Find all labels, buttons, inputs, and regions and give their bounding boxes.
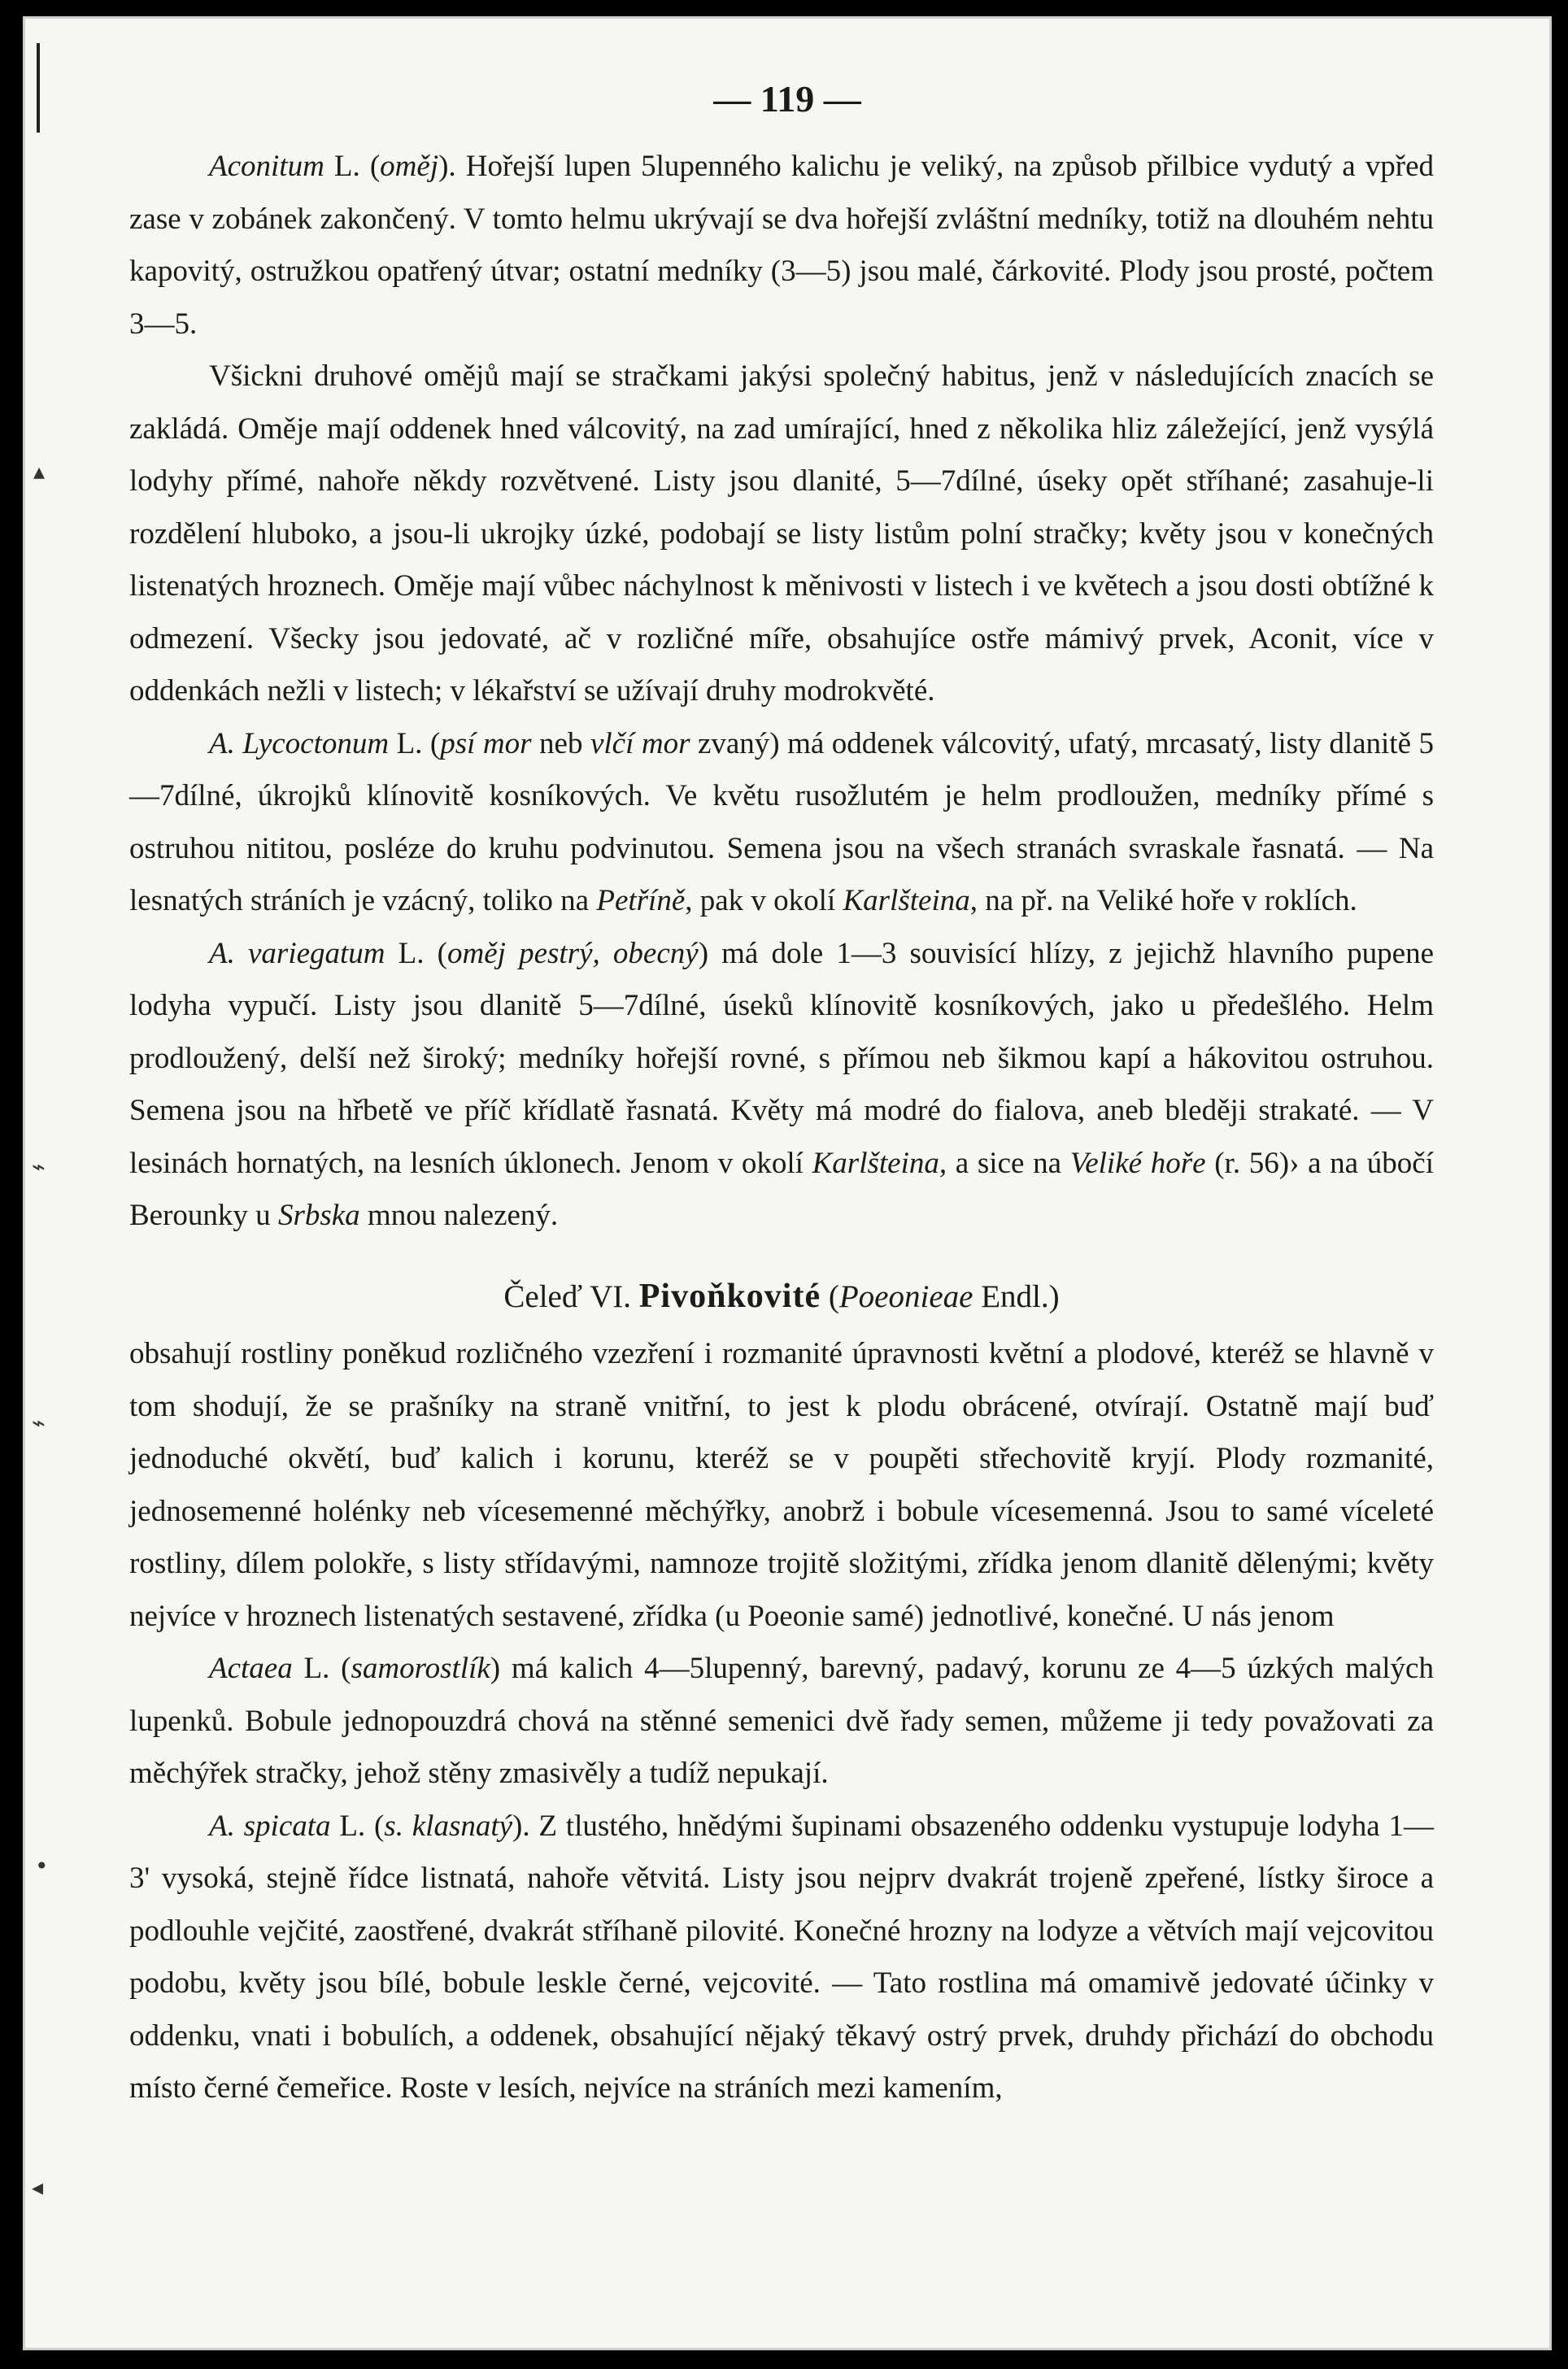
- place-name: Karlšteina,: [812, 1146, 947, 1180]
- margin-mark-icon: ⌁: [32, 1153, 46, 1180]
- place-name: Srbska: [277, 1199, 360, 1232]
- genus-name: Aconitum: [209, 150, 324, 183]
- species-name: A. Lycoctonum: [209, 726, 390, 760]
- paragraph-actaea: Actaea L. (samorostlík) má kalich 4—5lupenný, barevný, padavý, korunu ze 4—5 úzkých malých lupenků. Bobule jednopouzdrá chová na stěnné semenici dvě řady semen, můžeme ji tedy považovati za měchýřek stračky, jehož stěny zmasivěly a tudíž nepukají.: [129, 1652, 1434, 1790]
- common-name: s. klasnatý: [384, 1809, 513, 1843]
- common-name: oměj: [380, 150, 439, 183]
- page-number: — 119 —: [713, 78, 861, 120]
- species-name: A. spicata: [209, 1809, 331, 1843]
- species-name: A. variegatum: [209, 936, 385, 970]
- paragraph-family-description: obsahují rostliny poněkud rozličného vzezření i rozmanité úpravnosti květní a plodové, kteréž se hlavně v tom shodují, že se prašníky na straně vnitřní, to jest k plodu obrácené, otvírají. Ostatně mají buď jednoduché okvětí, buď kalich i korunu, kteréž se v poupěti střechovitě kryjí. Plody rozmanité, jednosemenné holénky neb vícesemenné měchýřky, anobrž i bobule vícesemenná. Jsou to samé víceleté rostliny, dílem polokře, s listy střídavými, namnoze trojitě složitými, zřídka jenom dlanitě dělenými; květy nejvíce v hroznech listenatých sestavené, zřídka (u Poeonie samé) jednotlivé, konečné. U nás jenom: [129, 1337, 1434, 1633]
- paragraph-aconitum: Aconitum L. (oměj). Hořejší lupen 5lupenného kalichu je veliký, na způsob přilbice vydutý a vpřed zase v zobánek zakončený. V tomto helmu ukrývají se dva hořejší zvláštní medníky, totiž na dlouhém nehtu kapovitý, ostružkou opatřený útvar; ostatní medníky (3—5) jsou malé, čárkovité. Plody jsou prosté, počtem 3—5.: [129, 150, 1434, 341]
- book-page: [23, 16, 1552, 2350]
- margin-arrow-icon: ▴: [33, 458, 46, 485]
- paragraph-aconitum-general: Všickni druhové omějů mají se stračkami jakýsi společný habitus, jenž v následujících znacích se zakládá. Oměje mají oddenek hned válcovitý, na zad umírající, hned z několika hliz záležející, jenž vysýlá lodyhy přímé, nahoře někdy rozvětvené. Listy jsou dlanité, 5—7dílné, úseky opět stříhané; zasahuje-li rozdělení hluboko, a jsou-li ukrojky úzké, podobají se listy listům polní stračky; květy jsou v konečných listenatých hroznech. Oměje mají vůbec náchylnost k měnivosti v listech i ve květech a jsou dosti obtížné k odmezení. Všecky jsou jedovaté, ač v rozličné míře, obsahujíce ostře mámivý prvek, Aconit, více v oddenkách nežli v listech; v lékařství se užívají druhy modrokvěté.: [129, 359, 1434, 708]
- margin-mark-icon: •: [35, 1853, 49, 1879]
- place-name: Veliké hoře: [1069, 1146, 1206, 1180]
- margin-arrow-icon: ◂: [32, 2174, 44, 2201]
- paragraph-variegatum: A. variegatum L. (oměj pestrý, obecný) má dole 1—3 souvisící hlízy, z jejichž hlavního pupene lodyha vypučí. Listy jsou dlanitě 5—7dílné, úseků klínovitě kosníkových, jako u předešlého. Helm prodloužený, delší než široký; medníky hořejší rovné, s přímou neb šikmou kapí a hákovitou ostruhou. Semena jsou na hřbetě ve příč křídlatě řasnatá. Květy má modré do fialova, aneb bleději strakaté. — V lesinách hornatých, na lesních úklonech. Jenom v okolí Karlšteina, a sice na Veliké hoře (r. 56)› a na úbočí Berounky u Srbska mnou nalezený.: [129, 936, 1434, 1232]
- place-name: Karlšteina: [843, 884, 970, 917]
- common-name: samorostlík: [351, 1652, 490, 1685]
- margin-mark-icon: ⌁: [32, 1409, 46, 1436]
- page-body: [129, 141, 1434, 2115]
- place-name: Petříně: [596, 884, 686, 917]
- family-heading: Čeleď VI. Pivoňkovité (Poeonieae Endl.): [503, 1277, 1060, 1315]
- genus-name: Actaea: [209, 1652, 293, 1685]
- paragraph-lycoctonum: A. Lycoctonum L. (psí mor neb vlčí mor zvaný) má oddenek válcovitý, ufatý, mrcasatý, listy dlanitě 5—7dílné, úkrojků klínovitě kosníkových. Ve květu rusožlutém je helm prodloužen, medníky přímé s ostruhou nititou, posléze do kruhu podvinutou. Semena jsou na všech stranách svraskale řasnatá. — Na lesnatých stráních je vzácný, toliko na Petříně, pak v okolí Karlšteina, na př. na Veliké hoře v roklích.: [129, 726, 1434, 917]
- paragraph-spicata: A. spicata L. (s. klasnatý). Z tlustého, hnědými šupinami obsazeného oddenku vystupuje lodyha 1—3' vysoká, stejně řídce listnatá, nahoře větvitá. Listy jsou nejprv dvakrát trojeně zpeřené, lístky široce a podlouhle vejčité, zaostřené, dvakrát stříhaně pilovité. Konečné hrozny na lodyze a větvích mají vejcovitou podobu, květy jsou bílé, bobule leskle černé, vejcovité. — Tato rostlina má omamivě jedovaté účinky v oddenku, vnati i bobulích, a oddenek, obsahující nějaký těkavý ostrý prvek, druhdy přichází do obchodu místo černé čemeřice. Roste v lesích, nejvíce na stráních mezi kamením,: [129, 1809, 1434, 2105]
